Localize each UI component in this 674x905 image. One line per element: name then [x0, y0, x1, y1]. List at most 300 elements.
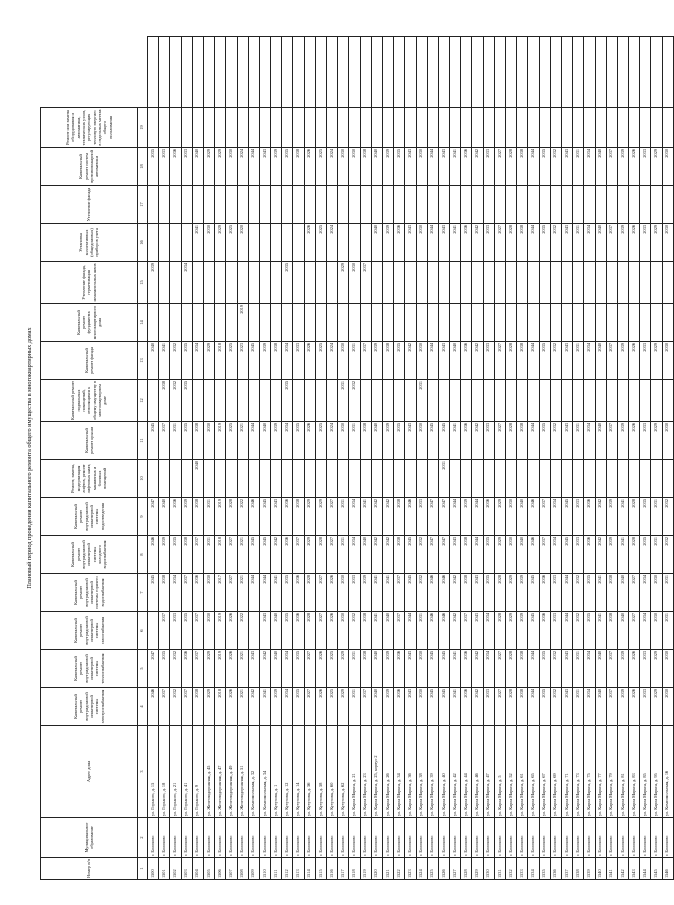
year-cell: 2029 — [651, 688, 662, 726]
year-cell: 2026 — [629, 148, 640, 186]
year-cell: 2038 — [606, 574, 617, 612]
year-cell — [561, 37, 572, 108]
year-cell — [438, 108, 449, 148]
year-cell — [584, 108, 595, 148]
address-cell: ул. Карла Маркса, д. 5 — [494, 726, 505, 818]
year-cell: 2041 — [450, 148, 461, 186]
year-cell — [248, 108, 259, 148]
year-cell: 2026 — [327, 574, 338, 612]
municipality-cell: г. Болохово — [528, 818, 539, 858]
row-number-cell: 1546 — [662, 858, 673, 880]
year-cell — [293, 262, 304, 304]
year-cell — [170, 262, 181, 304]
year-cell — [304, 37, 315, 108]
address-cell: ул. Комсомольская, д. 16 — [662, 726, 673, 818]
municipality-cell: г. Болохово — [371, 818, 382, 858]
year-cell: 2040 — [259, 422, 270, 460]
year-cell: 2026 — [629, 688, 640, 726]
year-cell — [315, 304, 326, 342]
year-cell: 2031 — [438, 460, 449, 498]
year-cell: 2045 — [148, 422, 159, 460]
year-cell — [651, 37, 662, 108]
year-cell — [550, 186, 561, 224]
year-cell: 2028 — [494, 574, 505, 612]
year-cell: 2029 — [506, 574, 517, 612]
table-row — [394, 37, 405, 880]
year-cell: 2035 — [539, 422, 550, 460]
year-cell: 2043 — [405, 224, 416, 262]
year-cell — [528, 37, 539, 108]
year-cell — [584, 262, 595, 304]
year-cell: 2019 — [215, 498, 226, 536]
municipality-cell: г. Болохово — [606, 818, 617, 858]
address-cell: ул. Карла Маркса, д. 85 — [640, 726, 651, 818]
year-cell: 2043 — [561, 650, 572, 688]
year-cell: 2038 — [360, 650, 371, 688]
repair-schedule-table — [40, 36, 674, 880]
table-row — [416, 37, 427, 880]
year-cell: 2043 — [561, 224, 572, 262]
address-cell: ул. Кутузова, д. 56 — [304, 726, 315, 818]
year-cell: 2032 — [550, 148, 561, 186]
table-row — [438, 37, 449, 880]
year-cell — [573, 460, 584, 498]
year-cell — [170, 460, 181, 498]
row-number-cell: 1508 — [237, 858, 248, 880]
row-number-cell: 1506 — [215, 858, 226, 880]
table-row — [573, 37, 584, 880]
year-cell: 2046 — [405, 498, 416, 536]
year-cell: 2039 — [517, 612, 528, 650]
year-cell — [349, 460, 360, 498]
year-cell — [416, 186, 427, 224]
table-row — [304, 37, 315, 880]
year-cell: 2032 — [550, 342, 561, 380]
year-cell — [203, 108, 214, 148]
year-cell: 2031 — [651, 498, 662, 536]
year-cell — [349, 108, 360, 148]
year-cell: 2039 — [382, 650, 393, 688]
year-cell — [271, 304, 282, 342]
year-cell — [405, 186, 416, 224]
municipality-cell: г. Болохово — [382, 818, 393, 858]
year-cell: 2041 — [360, 498, 371, 536]
table-row — [181, 37, 192, 880]
year-cell — [617, 262, 628, 304]
year-cell: 2027 — [304, 650, 315, 688]
year-cell: 2031 — [203, 536, 214, 574]
row-number-cell: 1502 — [170, 858, 181, 880]
year-cell: 2028 — [226, 498, 237, 536]
year-cell: 2047 — [438, 498, 449, 536]
year-cell: 2025 — [315, 422, 326, 460]
year-cell: 2026 — [226, 650, 237, 688]
column-number: 1 — [138, 858, 148, 880]
year-cell: 2040 — [617, 574, 628, 612]
row-number-cell: 1541 — [606, 858, 617, 880]
year-cell — [371, 108, 382, 148]
year-cell — [259, 304, 270, 342]
year-cell — [506, 380, 517, 422]
year-cell — [606, 460, 617, 498]
year-cell — [662, 108, 673, 148]
column-header: Установка коллективных (общедомовых) приборов учета — [41, 224, 138, 262]
year-cell: 2036 — [539, 612, 550, 650]
address-cell: ул. Кутузова, д. 12 — [282, 726, 293, 818]
column-header: Капитальный ремонт внутридомовой инженерной системы электроснабжения — [41, 688, 138, 726]
table-row — [517, 37, 528, 880]
year-cell: 2040 — [595, 148, 606, 186]
year-cell: 2035 — [293, 688, 304, 726]
year-cell: 2034 — [584, 688, 595, 726]
municipality-cell: г. Болохово — [360, 818, 371, 858]
year-cell — [181, 108, 192, 148]
year-cell: 2037 — [360, 688, 371, 726]
year-cell: 2030 — [662, 688, 673, 726]
year-cell: 2026 — [304, 342, 315, 380]
year-cell — [282, 304, 293, 342]
year-cell — [506, 186, 517, 224]
year-cell: 2028 — [304, 574, 315, 612]
row-number-cell: 1519 — [360, 858, 371, 880]
year-cell — [494, 460, 505, 498]
year-cell — [629, 186, 640, 224]
municipality-cell: г. Болохово — [170, 818, 181, 858]
year-cell: 2038 — [517, 422, 528, 460]
municipality-cell: г. Болохово — [517, 818, 528, 858]
address-cell: ул. Горького, д. 18 — [159, 726, 170, 818]
year-cell — [573, 37, 584, 108]
year-cell — [472, 37, 483, 108]
year-cell: 2029 — [338, 650, 349, 688]
year-cell: 2031 — [203, 498, 214, 536]
year-cell: 2030 — [416, 650, 427, 688]
row-number-cell: 1527 — [450, 858, 461, 880]
address-cell: ул. Комсомольская, д. 34 — [259, 726, 270, 818]
year-cell — [237, 460, 248, 498]
table-row — [282, 37, 293, 880]
row-number-cell: 1545 — [651, 858, 662, 880]
year-cell: 2027 — [494, 342, 505, 380]
year-cell — [472, 186, 483, 224]
year-cell — [539, 304, 550, 342]
municipality-cell: г. Болохово — [595, 818, 606, 858]
municipality-cell: г. Болохово — [248, 818, 259, 858]
address-cell: ул. Карла Маркса, д. 61 — [517, 726, 528, 818]
year-cell — [327, 108, 338, 148]
table-row — [472, 37, 483, 880]
municipality-cell: г. Болохово — [416, 818, 427, 858]
year-cell: 2024 — [237, 148, 248, 186]
year-cell: 2027 — [629, 612, 640, 650]
rotated-table-container — [26, 36, 670, 880]
table-row — [561, 37, 572, 880]
municipality-cell: г. Болохово — [271, 818, 282, 858]
year-cell — [450, 37, 461, 108]
year-cell — [461, 37, 472, 108]
row-number-cell: 1526 — [438, 858, 449, 880]
year-cell: 2041 — [450, 650, 461, 688]
year-cell: 2041 — [371, 612, 382, 650]
year-cell: 2045 — [259, 536, 270, 574]
address-cell: ул. Кутузова, д. 14 — [293, 726, 304, 818]
year-cell: 2044 — [450, 498, 461, 536]
row-number-cell: 1538 — [573, 858, 584, 880]
year-cell: 2029 — [203, 342, 214, 380]
year-cell — [248, 262, 259, 304]
year-cell: 2040 — [617, 612, 628, 650]
year-cell: 2026 — [315, 688, 326, 726]
year-cell: 2044 — [528, 148, 539, 186]
year-cell: 2034 — [550, 536, 561, 574]
year-cell: 2033 — [181, 148, 192, 186]
year-cell — [349, 224, 360, 262]
year-cell: 2039 — [461, 498, 472, 536]
municipality-cell: г. Болохово — [584, 818, 595, 858]
address-cell: ул. Кутузова, д. 62 — [338, 726, 349, 818]
year-cell — [561, 262, 572, 304]
year-cell: 2021 — [237, 422, 248, 460]
year-cell: 2042 — [382, 498, 393, 536]
year-cell: 2036 — [181, 650, 192, 688]
year-cell — [606, 186, 617, 224]
year-cell: 2038 — [159, 574, 170, 612]
year-cell — [282, 224, 293, 262]
year-cell — [215, 304, 226, 342]
year-cell — [427, 460, 438, 498]
year-cell — [237, 108, 248, 148]
year-cell: 2033 — [640, 650, 651, 688]
year-cell: 2036 — [293, 612, 304, 650]
year-cell: 2027 — [315, 574, 326, 612]
year-cell — [416, 460, 427, 498]
year-cell — [293, 380, 304, 422]
column-header: Капитальный ремонт фасада — [41, 342, 138, 380]
year-cell: 2046 — [148, 688, 159, 726]
year-cell: 2032 — [416, 574, 427, 612]
year-cell: 2045 — [405, 574, 416, 612]
year-cell — [539, 380, 550, 422]
year-cell — [427, 186, 438, 224]
year-cell: 2028 — [494, 612, 505, 650]
year-cell: 2035 — [282, 612, 293, 650]
year-cell — [595, 460, 606, 498]
year-cell: 2025 — [327, 650, 338, 688]
year-cell: 2030 — [662, 224, 673, 262]
year-cell — [192, 186, 203, 224]
year-cell — [517, 262, 528, 304]
year-cell: 2034 — [181, 262, 192, 304]
row-number-cell: 1544 — [640, 858, 651, 880]
year-cell — [371, 460, 382, 498]
year-cell — [371, 380, 382, 422]
table-title: Плановый период проведения капитального ремонта общего имущества в многоквартирных домах — [26, 327, 33, 589]
year-cell — [550, 37, 561, 108]
year-cell: 2040 — [371, 148, 382, 186]
year-cell: 2034 — [584, 422, 595, 460]
municipality-cell: г. Болохово — [651, 818, 662, 858]
year-cell — [651, 380, 662, 422]
year-cell: 2038 — [360, 612, 371, 650]
year-cell: 2034 — [640, 574, 651, 612]
address-cell: ул. Карла Маркса, д. 69 — [550, 726, 561, 818]
year-cell: 2028 — [629, 536, 640, 574]
address-cell: ул. Карла Маркса, д. 83 — [629, 726, 640, 818]
year-cell — [517, 380, 528, 422]
year-cell: 2030 — [416, 148, 427, 186]
year-cell: 2045 — [427, 422, 438, 460]
year-cell — [371, 37, 382, 108]
year-cell — [327, 186, 338, 224]
year-cell — [438, 37, 449, 108]
year-cell: 2038 — [606, 612, 617, 650]
year-cell: 2029 — [215, 148, 226, 186]
address-cell: ул. Кутузова, д. 60 — [327, 726, 338, 818]
row-number-cell: 1530 — [483, 858, 494, 880]
year-cell — [450, 380, 461, 422]
year-cell — [304, 186, 315, 224]
year-cell: 2025 — [226, 342, 237, 380]
year-cell: 2036 — [584, 536, 595, 574]
year-cell — [506, 108, 517, 148]
year-cell — [226, 460, 237, 498]
year-cell: 2036 — [192, 574, 203, 612]
row-number-cell: 1540 — [595, 858, 606, 880]
year-cell: 2041 — [617, 498, 628, 536]
year-cell: 2037 — [606, 422, 617, 460]
year-cell — [651, 186, 662, 224]
address-cell: ул. Кутузова, д. 1 — [271, 726, 282, 818]
year-cell: 2027 — [327, 536, 338, 574]
year-cell — [405, 460, 416, 498]
year-cell — [159, 262, 170, 304]
year-cell: 2030 — [416, 688, 427, 726]
municipality-cell: г. Болохово — [259, 818, 270, 858]
column-number: 14 — [138, 304, 148, 342]
year-cell: 2036 — [461, 342, 472, 380]
year-cell — [226, 108, 237, 148]
year-cell: 2029 — [494, 536, 505, 574]
year-cell — [248, 186, 259, 224]
year-cell: 2044 — [427, 224, 438, 262]
year-cell — [539, 460, 550, 498]
year-cell: 2035 — [640, 498, 651, 536]
year-cell: 2035 — [282, 574, 293, 612]
year-cell: 2036 — [461, 422, 472, 460]
year-cell: 2043 — [405, 148, 416, 186]
year-cell: 2043 — [271, 498, 282, 536]
year-cell — [472, 380, 483, 422]
year-cell — [360, 304, 371, 342]
table-row — [192, 37, 203, 880]
year-cell: 2042 — [472, 148, 483, 186]
year-cell — [371, 304, 382, 342]
year-cell: 2043 — [405, 422, 416, 460]
year-cell — [494, 186, 505, 224]
year-cell: 2046 — [427, 574, 438, 612]
year-cell — [595, 186, 606, 224]
municipality-cell: г. Болохово — [550, 818, 561, 858]
year-cell — [483, 108, 494, 148]
year-cell — [662, 304, 673, 342]
year-cell: 2039 — [159, 536, 170, 574]
year-cell — [427, 380, 438, 422]
year-cell — [148, 37, 159, 108]
year-cell: 2038 — [394, 536, 405, 574]
year-cell: 2032 — [662, 498, 673, 536]
year-cell — [215, 186, 226, 224]
year-cell: 2037 — [539, 536, 550, 574]
year-cell: 2044 — [561, 612, 572, 650]
year-cell: 2035 — [483, 574, 494, 612]
year-cell: 2030 — [338, 574, 349, 612]
year-cell — [271, 262, 282, 304]
year-cell — [617, 304, 628, 342]
year-cell — [203, 304, 214, 342]
year-cell: 2029 — [651, 148, 662, 186]
table-row — [528, 37, 539, 880]
table-row — [461, 37, 472, 880]
year-cell: 2039 — [360, 574, 371, 612]
year-cell: 2037 — [394, 574, 405, 612]
address-cell: ул. Карла Маркса, д. 25, корпус 2 — [371, 726, 382, 818]
year-cell: 2042 — [271, 536, 282, 574]
year-cell: 2043 — [561, 422, 572, 460]
year-cell: 2019 — [215, 422, 226, 460]
municipality-cell: г. Болохово — [617, 818, 628, 858]
year-cell — [382, 380, 393, 422]
table-row — [539, 37, 550, 880]
row-number-cell: 1517 — [338, 858, 349, 880]
address-cell: ул. Карла Маркса, д. 81 — [617, 726, 628, 818]
year-cell: 2039 — [382, 422, 393, 460]
column-number: 12 — [138, 380, 148, 422]
year-cell: 2034 — [349, 536, 360, 574]
year-cell: 2029 — [506, 612, 517, 650]
year-cell — [215, 108, 226, 148]
year-cell — [640, 460, 651, 498]
year-cell: 2036 — [461, 688, 472, 726]
year-cell: 2042 — [248, 688, 259, 726]
year-cell — [360, 108, 371, 148]
municipality-cell: г. Болохово — [539, 818, 550, 858]
year-cell: 2035 — [539, 650, 550, 688]
year-cell: 2036 — [170, 498, 181, 536]
year-cell: 2026 — [315, 650, 326, 688]
year-cell: 2033 — [640, 422, 651, 460]
year-cell: 2029 — [215, 224, 226, 262]
column-number: 8 — [138, 536, 148, 574]
year-cell: 2039 — [382, 148, 393, 186]
year-cell — [550, 262, 561, 304]
year-cell — [148, 108, 159, 148]
year-cell: 2042 — [450, 574, 461, 612]
year-cell — [159, 460, 170, 498]
row-number-cell: 1533 — [517, 858, 528, 880]
year-cell — [338, 186, 349, 224]
year-cell — [438, 186, 449, 224]
year-cell — [259, 186, 270, 224]
municipality-cell: г. Болохово — [662, 818, 673, 858]
table-row — [315, 37, 326, 880]
year-cell: 2041 — [450, 422, 461, 460]
year-cell: 2035 — [170, 536, 181, 574]
address-cell: ул. Карла Маркса, д. 36 — [405, 726, 416, 818]
table-row — [494, 37, 505, 880]
year-cell: 2021 — [237, 536, 248, 574]
year-cell — [427, 262, 438, 304]
row-number-cell: 1523 — [405, 858, 416, 880]
